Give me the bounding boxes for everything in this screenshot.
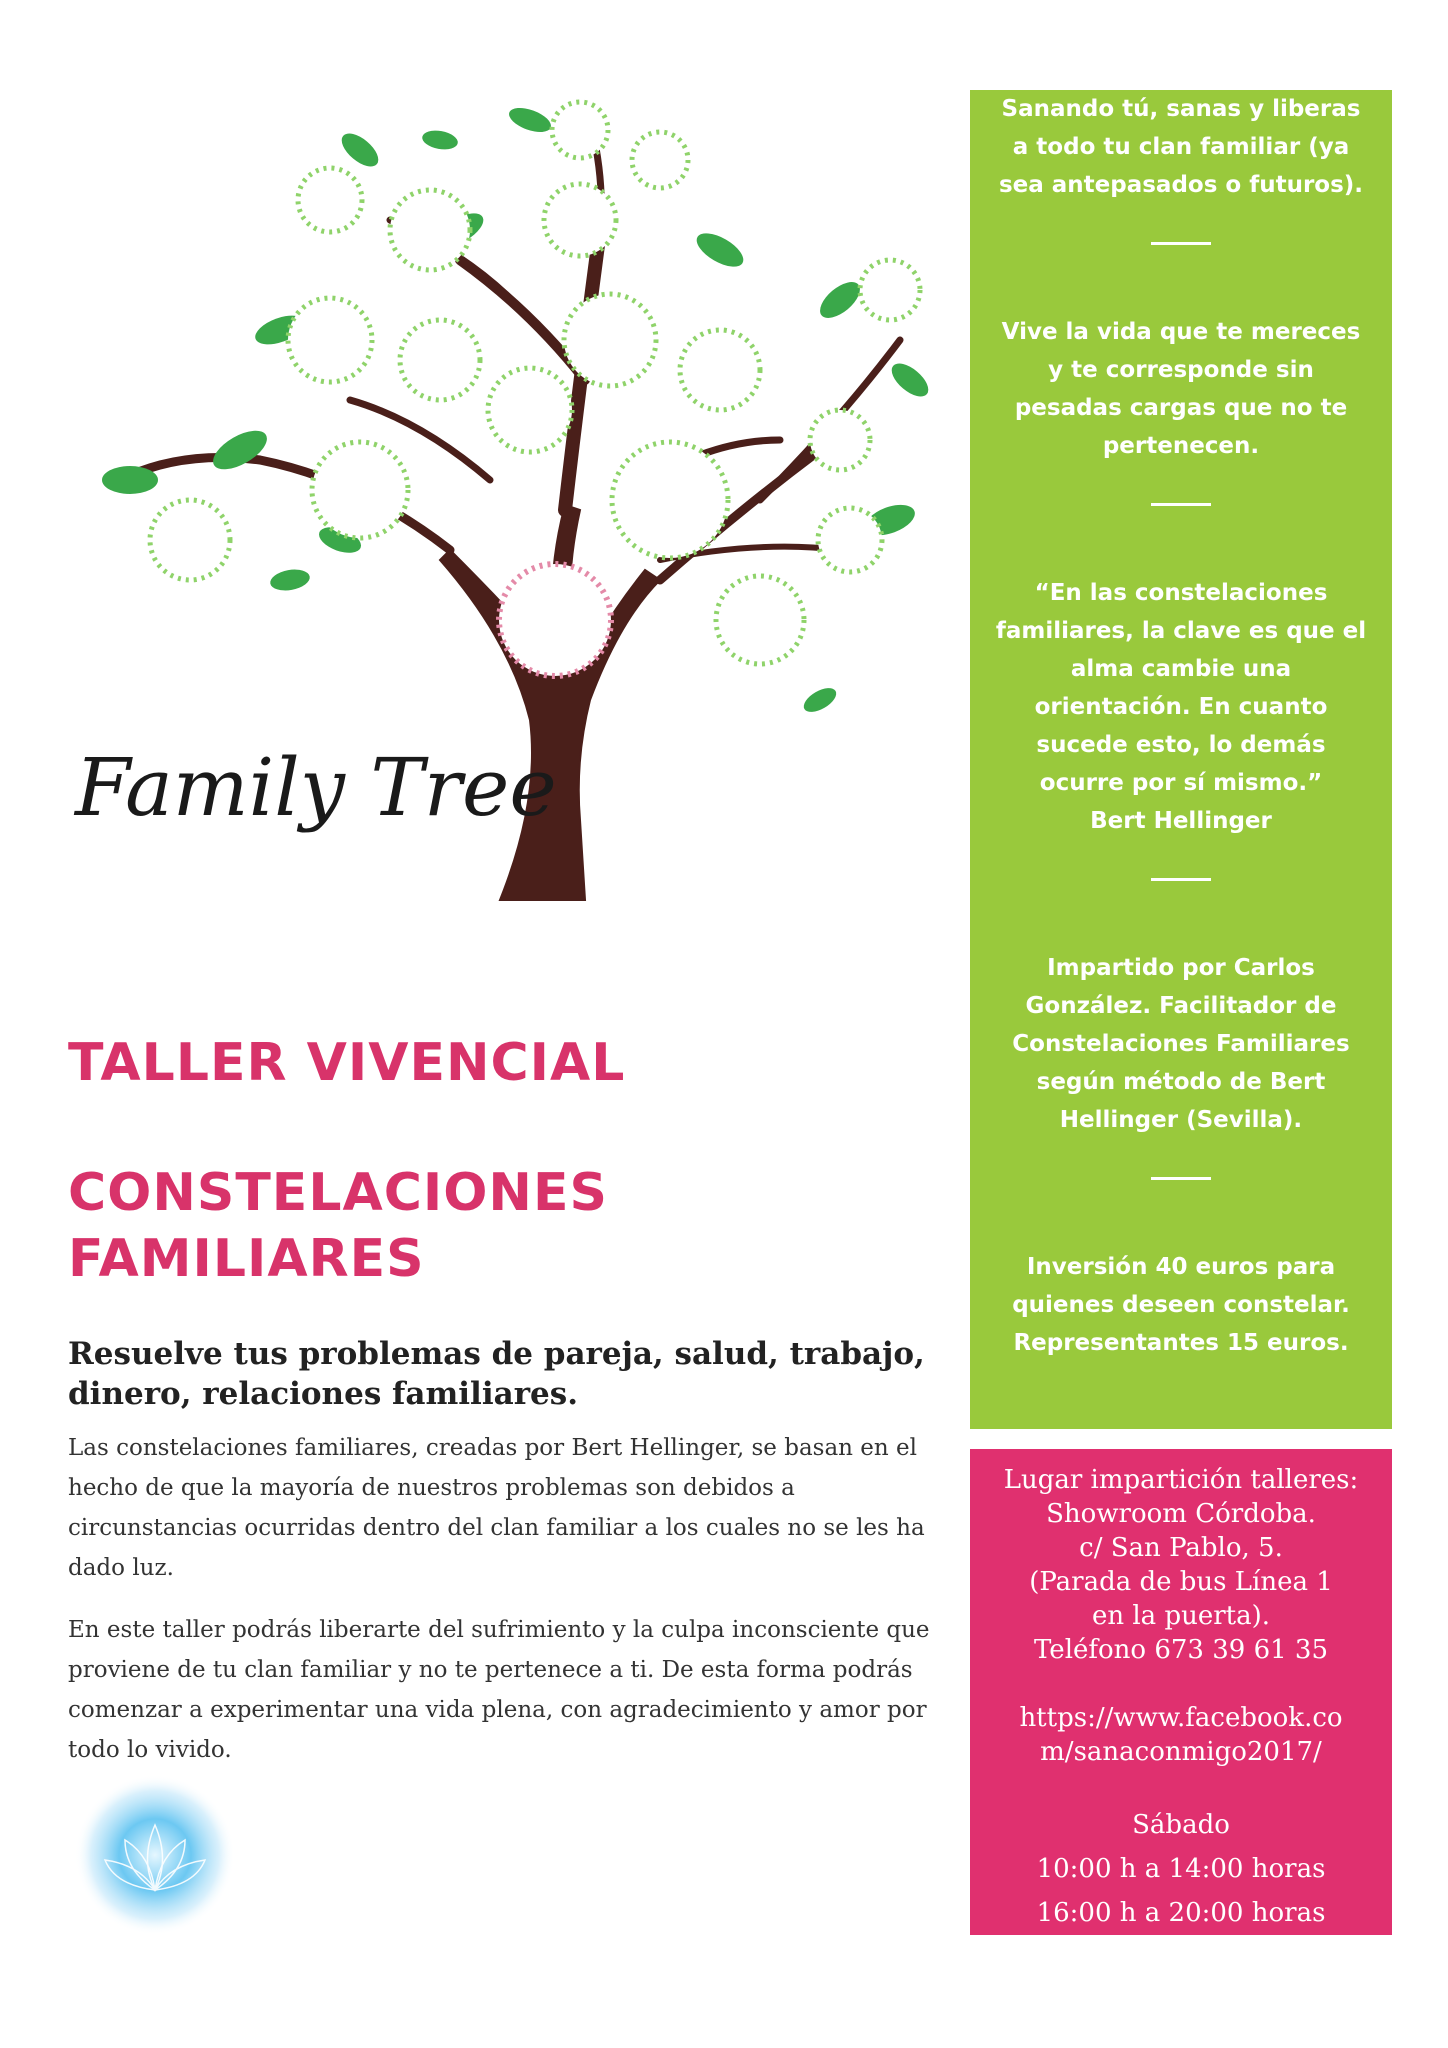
family-tree-illustration — [60, 80, 960, 910]
location-line: (Parada de bus Línea 1 — [1029, 1567, 1333, 1597]
price-info: Inversión 40 euros para quienes deseen constelar. Representantes 15 euros. — [1012, 1254, 1350, 1356]
constelaciones-title — [68, 1160, 608, 1292]
title-line-1: CONSTELACIONES — [68, 1163, 608, 1223]
phone-line: Teléfono 673 39 61 35 — [1033, 1635, 1329, 1665]
workshop-subtitle: Resuelve tus problemas de pareja, salud, trabajo, dinero, relaciones familiares. — [68, 1336, 925, 1412]
facebook-link[interactable] — [994, 1701, 1368, 1769]
location-line: Showroom Córdoba. — [1046, 1499, 1316, 1529]
location-line: en la puerta). — [1091, 1601, 1271, 1631]
location-line: c/ San Pablo, 5. — [1079, 1533, 1283, 1563]
workshop-title: TALLER VIVENCIAL — [68, 1033, 626, 1093]
family-tree-logo-text: Family Tree — [75, 741, 557, 834]
location-line: Lugar impartición talleres: — [1003, 1465, 1359, 1495]
facebook-url-line: m/sanaconmigo2017/ — [1040, 1737, 1322, 1767]
facilitator-info: Impartido por Carlos González. Facilitador de Constelaciones Familiares según método de Bert Hellinger (Sevilla). — [1012, 955, 1350, 1133]
schedule-afternoon: 16:00 h a 20:00 horas — [1036, 1898, 1326, 1928]
schedule-morning: 10:00 h a 14:00 horas — [1036, 1854, 1326, 1884]
facebook-url-line: https://www.facebook.co — [1019, 1703, 1343, 1733]
lotus-icon — [70, 1770, 240, 1940]
hellinger-quote: “En las constelaciones familiares, la clave es que el alma cambie una orientación. En cuanto sucede esto, lo demás ocurre por sí mismo.” — [995, 580, 1367, 796]
intro-paragraph: Las constelaciones familiares, creadas por Bert Hellinger, se basan en el hecho de que la mayoría de nuestros problemas son debidos a circunstancias ocurridas dentro del clan familiar a los cuales no se les ha dado luz. — [68, 1435, 925, 1581]
workshop-paragraph: En este taller podrás liberarte del sufrimiento y la culpa inconsciente que proviene de tu clan familiar y no te pertenece a ti. De esta forma podrás comenzar a experimentar una vida plena, con agradecimiento y amor por todo lo vivido. — [68, 1617, 930, 1763]
life-statement: Vive la vida que te mereces y te corresponde sin pesadas cargas que no te pertenecen. — [1001, 319, 1361, 459]
title-line-2: FAMILIARES — [68, 1229, 425, 1289]
location-info — [994, 1463, 1368, 1667]
green-info-column — [970, 90, 1392, 1429]
schedule-day: Sábado — [1132, 1810, 1230, 1840]
schedule — [994, 1803, 1368, 1935]
pink-location-column — [970, 1449, 1392, 1935]
quote-author: Bert Hellinger — [1090, 808, 1272, 834]
healing-statement: Sanando tú, sanas y liberas a todo tu clan familiar (ya sea antepasados o futuros). — [998, 96, 1364, 198]
tree-root-frame — [499, 564, 611, 676]
